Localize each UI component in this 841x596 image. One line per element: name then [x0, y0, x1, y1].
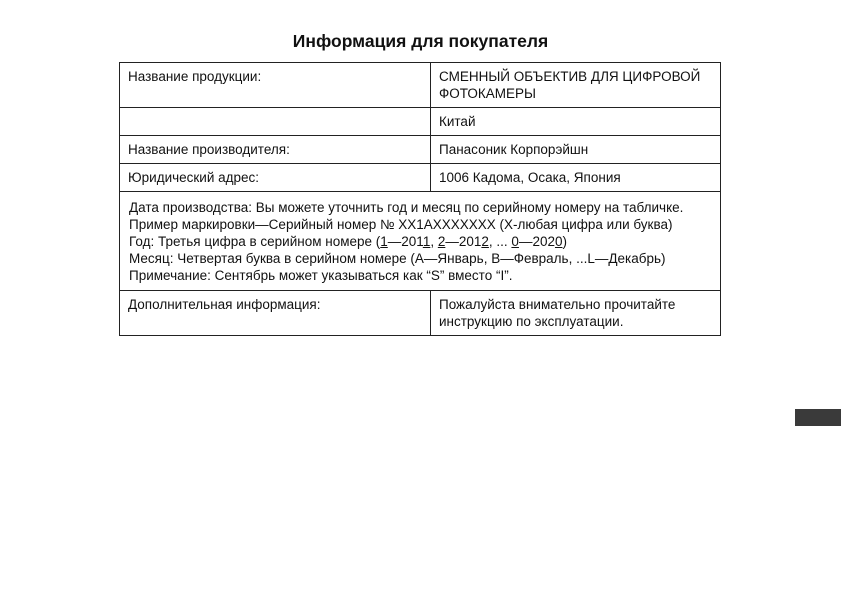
year-digit: 0 [554, 234, 563, 249]
legal-address-value: 1006 Кадома, Осака, Япония [431, 164, 721, 192]
year-text: —202 [518, 234, 555, 249]
year-text: —201 [387, 234, 423, 249]
year-line-suffix: ) [562, 234, 567, 249]
year-line [129, 233, 714, 250]
year-digit: 2 [481, 234, 489, 249]
section-tab-marker [795, 409, 841, 426]
table-row [120, 291, 721, 336]
production-date-cell [120, 192, 721, 291]
additional-info-value: Пожалуйста внимательно прочитайте инструкцию по эксплуатации. [431, 291, 721, 336]
year-digit: 1 [380, 234, 388, 249]
production-date-line: Дата производства: Вы можете уточнить год и месяц по серийному номеру на табличке. [129, 200, 684, 215]
year-line-prefix: Год: Третья цифра в серийном номере ( [129, 234, 381, 249]
page-title: Информация для покупателя [292, 31, 549, 51]
manufacturer-label: Название производителя: [120, 136, 431, 164]
marking-example-line: Пример маркировки—Серийный номер № XX1AXXXXXXX (X-любая цифра или буква) [129, 217, 673, 232]
note-line: Примечание: Сентябрь может указываться как “S” вместо “I”. [129, 268, 513, 283]
legal-address-label: Юридический адрес: [120, 164, 431, 192]
additional-info-label: Дополнительная информация: [120, 291, 431, 336]
manufacturer-value: Панасоник Корпорэйшн [431, 136, 721, 164]
table-row [120, 164, 721, 192]
month-line: Месяц: Четвертая буква в серийном номере (A—Январь, B—Февраль, ...L—Декабрь) [129, 251, 666, 266]
year-text: , ... [488, 234, 512, 249]
table-row [120, 192, 721, 291]
year-text: —201 [445, 234, 482, 249]
year-text: , [430, 234, 438, 249]
year-digit: 1 [422, 234, 431, 249]
table-row [120, 108, 721, 136]
table-row [120, 63, 721, 108]
year-digit: 0 [511, 234, 519, 249]
origin-value: Китай [431, 108, 721, 136]
buyer-info-table [119, 62, 721, 336]
product-name-label: Название продукции: [120, 63, 431, 108]
origin-label [120, 108, 431, 136]
year-digit: 2 [437, 234, 446, 249]
product-name-value: СМЕННЫЙ ОБЪЕКТИВ ДЛЯ ЦИФРОВОЙ ФОТОКАМЕРЫ [431, 63, 721, 108]
table-row [120, 136, 721, 164]
